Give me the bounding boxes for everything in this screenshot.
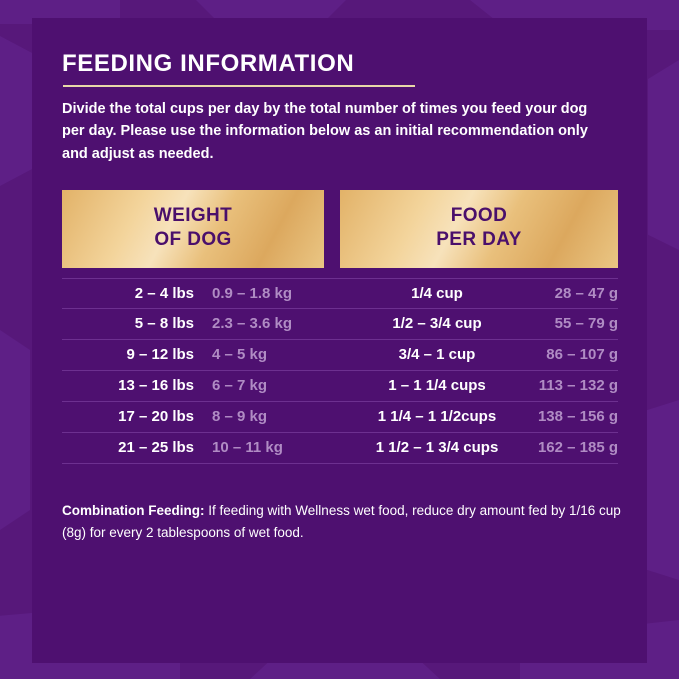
combination-feeding-text: If feeding with Wellness wet food, reduce dry amount fed by 1/16 cup (8g) for every 2 tablespoons of wet food. [62,503,621,540]
table-body [62,278,618,464]
cell-weight-lbs: 5 – 8 lbs [134,315,194,332]
cell-weight-kg: 0.9 – 1.8 kg [212,284,293,302]
column-header-food [340,190,618,268]
cell-food-grams: 28 – 47 g [554,284,618,302]
cell-weight-kg: 6 – 7 kg [212,377,268,394]
column-header-weight-line2: OF DOG [154,228,232,250]
cell-food-grams: 138 – 156 g [537,408,618,425]
cell-weight-kg: 8 – 9 kg [212,408,268,425]
cell-food-grams: 113 – 132 g [538,377,618,394]
feeding-table [62,190,618,464]
table-row [62,402,618,433]
cell-weight-kg: 4 – 5 kg [212,346,268,363]
cell-food-grams: 55 – 79 g [554,315,618,332]
column-header-weight-line1: WEIGHT [153,205,233,226]
cell-weight-lbs: 21 – 25 lbs [118,439,194,456]
page-title: FEEDING INFORMATION [62,50,355,77]
column-header-food-line2: PER DAY [436,228,522,250]
combination-feeding-label: Combination Feeding: [62,503,205,518]
cell-food-cups: 1 – 1 1/4 cups [388,377,486,394]
cell-weight-lbs: 13 – 16 lbs [118,377,194,394]
cell-food-grams: 162 – 185 g [537,439,618,456]
table-row [62,309,618,340]
cell-food-grams: 86 – 107 g [546,346,618,363]
table-row [62,340,618,371]
table-row [62,433,618,464]
combination-feeding-note [62,500,622,543]
intro-paragraph: Divide the total cups per day by the total number of times you feed your dog per day. Please use the information below as an initial recommendation only and adjust as needed. [62,101,588,162]
column-header-food-line1: FOOD [450,205,508,226]
cell-food-cups: 1 1/2 – 1 3/4 cups [375,439,499,456]
cell-weight-lbs: 9 – 12 lbs [126,346,194,363]
cell-food-cups: 1 1/4 – 1 1/2cups [377,408,497,425]
table-header-row [62,190,618,268]
cell-weight-kg: 10 – 11 kg [212,439,283,456]
cell-food-cups: 3/4 – 1 cup [398,346,476,363]
cell-weight-lbs: 17 – 20 lbs [118,408,194,425]
column-header-weight [62,190,324,268]
cell-weight-kg: 2.3 – 3.6 kg [212,315,293,332]
cell-food-cups: 1/4 cup [411,284,463,302]
title-divider [63,85,415,87]
cell-weight-lbs: 2 – 4 lbs [134,284,194,302]
table-row [62,278,618,309]
cell-food-cups: 1/2 – 3/4 cup [392,315,482,332]
table-row [62,371,618,402]
